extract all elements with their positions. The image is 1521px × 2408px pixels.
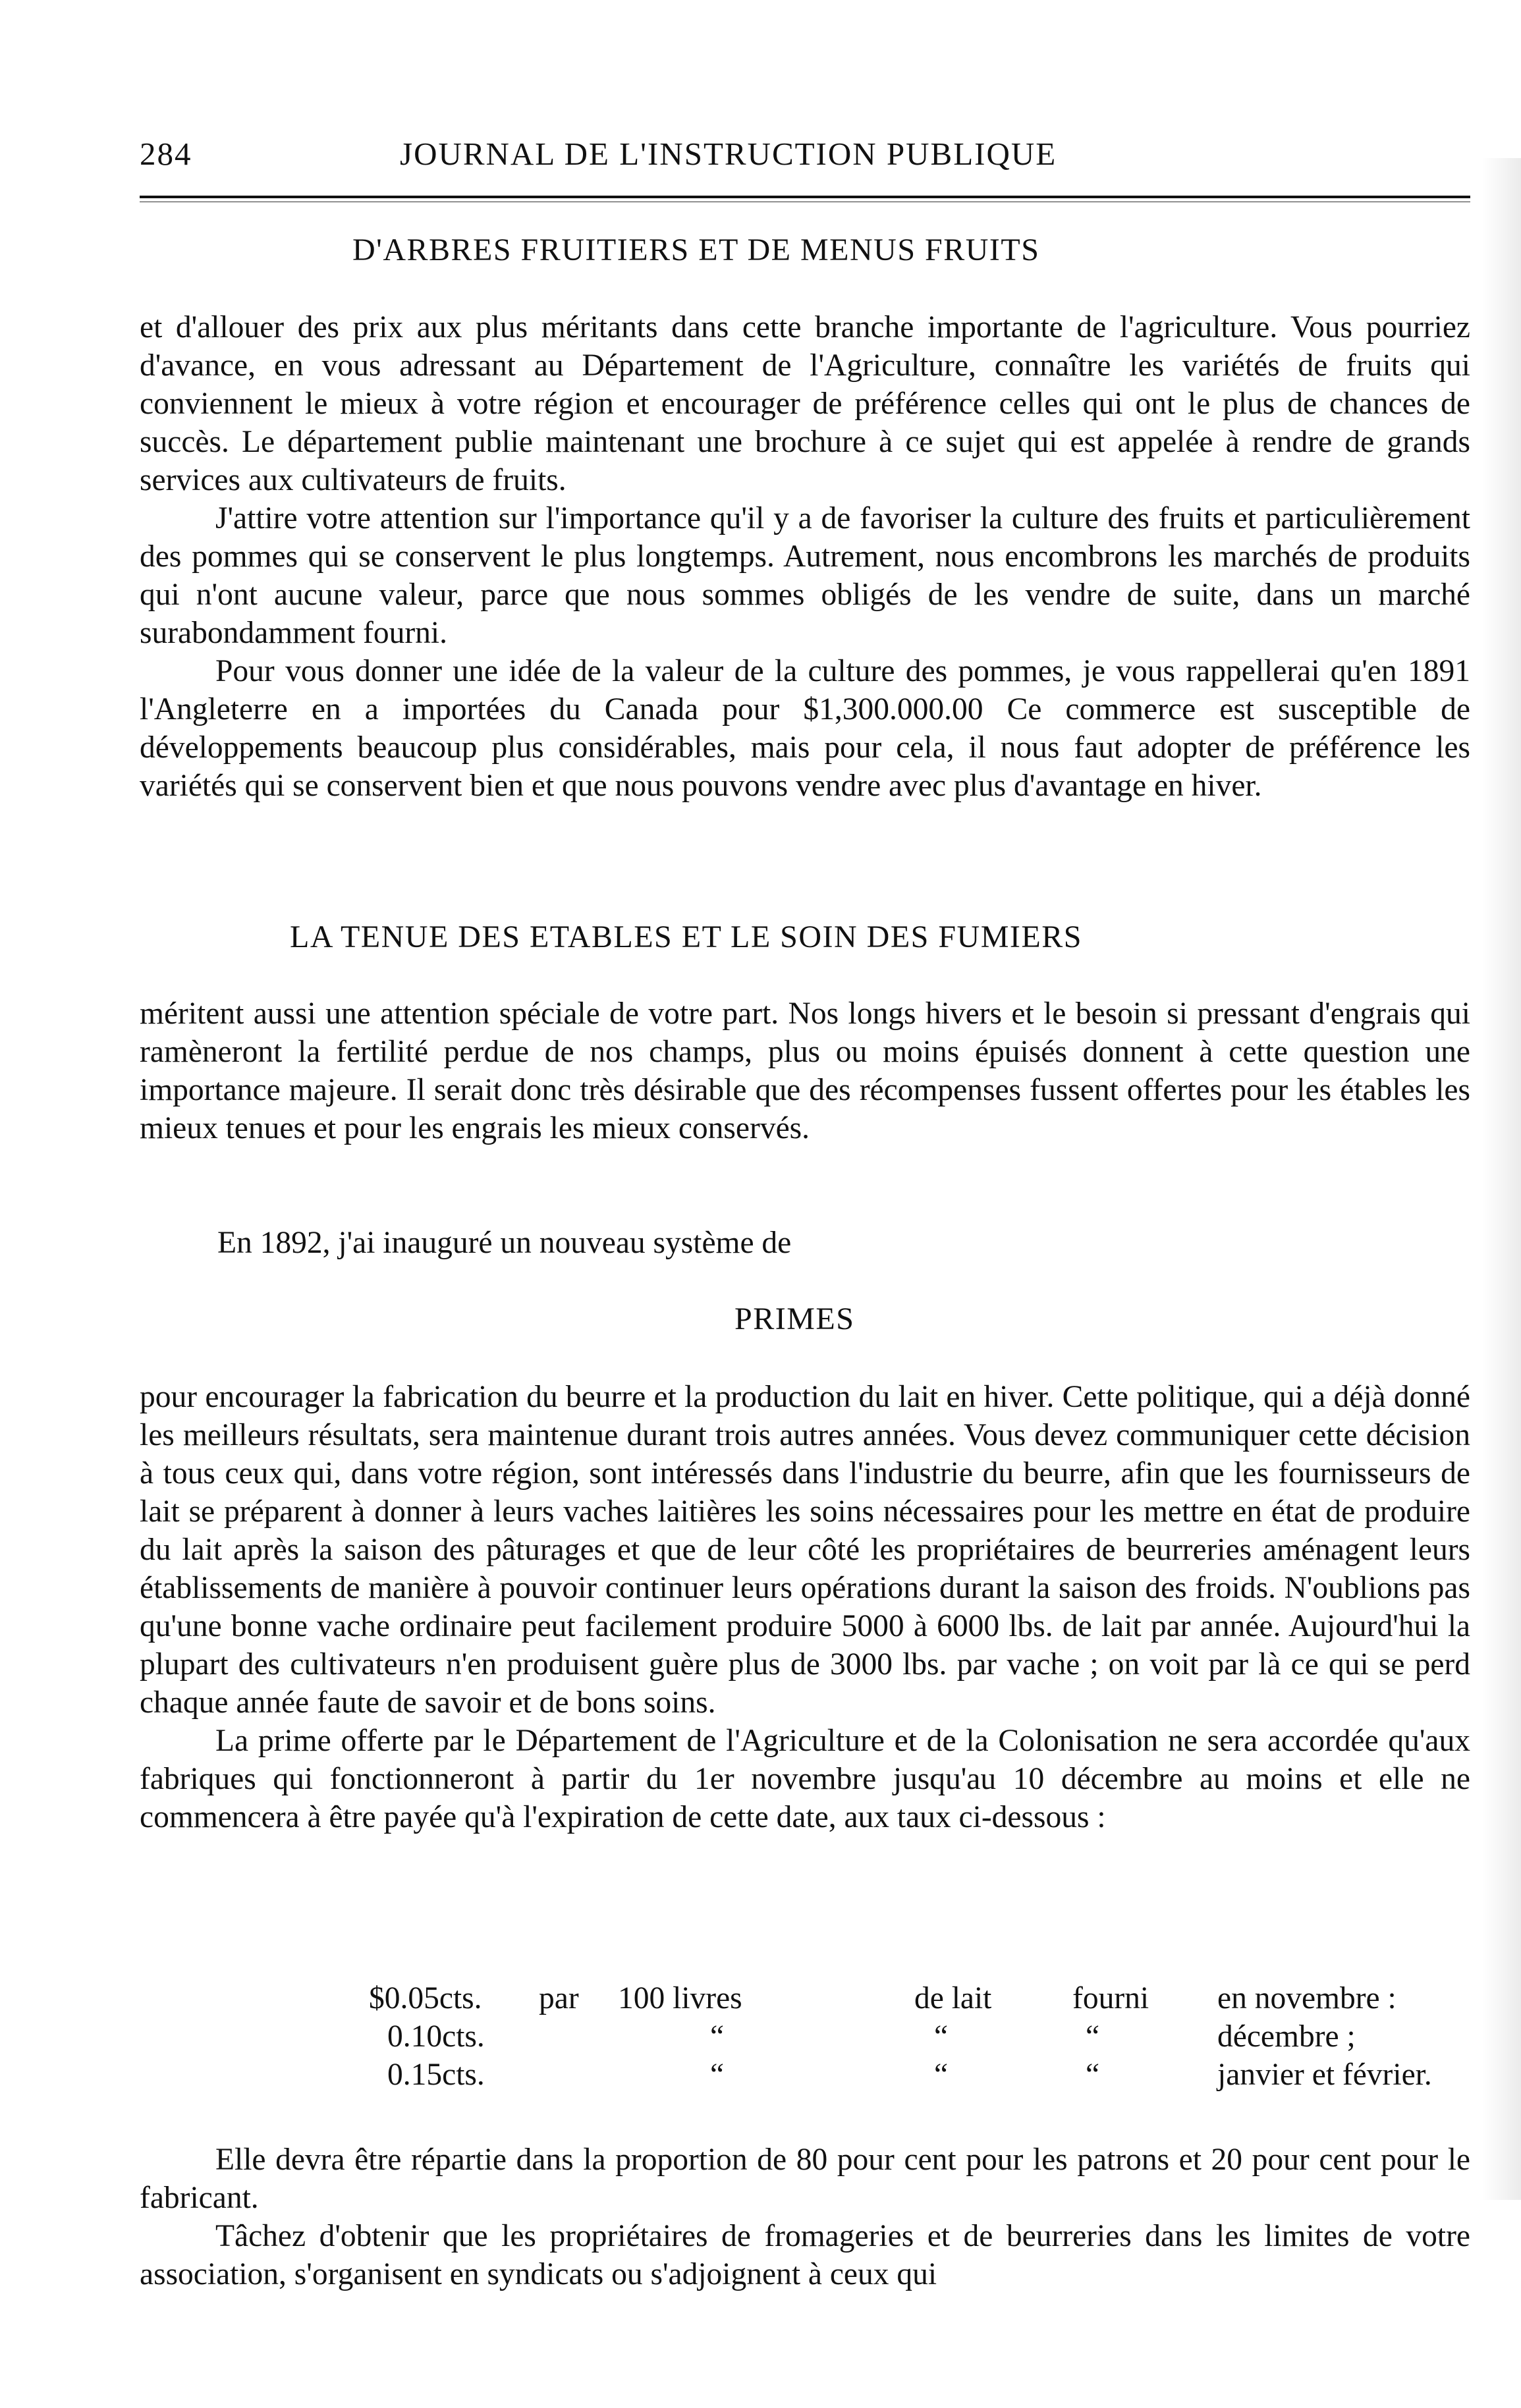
rates-table — [369, 1979, 1432, 2094]
heading-primes: PRIMES — [734, 1301, 855, 1336]
rate-row — [369, 1979, 1432, 2017]
rate-quantity-ditto: “ — [710, 2058, 725, 2092]
rate-amount: $0.05cts. — [369, 1981, 482, 2015]
heading-fruit-trees: D'ARBRES FRUITIERS ET DE MENUS FRUITS — [352, 233, 1040, 267]
paragraph-primes-2: La prime offerte par le Département de l'Agriculture et de la Colonisation ne sera accordée qu'aux fabriques qui fonctionneront à partir du 1er novembre jusqu'au 10 décembre au moins et elle ne commencera à être payée qu'à l'expiration de cette date, aux taux ci-dessous : — [140, 1724, 1470, 1834]
rate-row — [369, 2017, 1432, 2056]
paragraph-fruit-2: J'attire votre attention sur l'importance qu'il y a de favoriser la culture des fruits et particulièrement des pommes qui se conservent le plus longtemps. Autrement, nous encombrons les marchés de produits qui n'ont aucune valeur, parce que nous sommes obligés de les vendre de suite, dans un marché surabondamment fourni. — [140, 501, 1470, 650]
section-primes-body — [140, 1378, 1470, 1836]
rate-row — [369, 2056, 1432, 2094]
rate-milk: de lait — [914, 1981, 992, 2015]
rate-amount: 0.10cts. — [387, 2019, 485, 2054]
rate-per — [539, 2017, 618, 2056]
paragraph-stables-1: méritent aussi une attention spéciale de votre part. Nos longs hivers et le besoin si pressant d'engrais qui ramèneront la fertilité perdue de nos champs, plus ou moins épuisés donnent à cette question une importance majeure. Il serait donc très désirable que des récompenses fussent offertes pour les étables les mieux tenues et pour les engrais les mieux conservés. — [140, 997, 1470, 1145]
rate-milk-ditto: “ — [934, 2058, 949, 2092]
paragraph-closing-1: Elle devra être répartie dans la proportion de 80 pour cent pour les patrons et 20 pour cent pour le fabricant. — [140, 2143, 1470, 2215]
header-rule — [140, 196, 1470, 198]
rate-supplied-ditto: “ — [1086, 2019, 1100, 2054]
rate-quantity: 100 livres — [618, 1981, 742, 2015]
rate-per: par — [539, 1981, 579, 2015]
section-closing-body — [140, 2141, 1470, 2293]
section-fruit-body — [140, 308, 1470, 805]
running-title: JOURNAL DE L'INSTRUCTION PUBLIQUE — [400, 136, 1057, 172]
rate-month: en novembre : — [1217, 1981, 1397, 2015]
rate-month: janvier et février. — [1217, 2058, 1432, 2092]
rate-amount: 0.15cts. — [387, 2058, 485, 2092]
rate-supplied: fourni — [1072, 1981, 1149, 2015]
rate-quantity-ditto: “ — [710, 2019, 725, 2054]
primes-intro-line: En 1892, j'ai inauguré un nouveau système de — [217, 1226, 792, 1260]
section-stables-body — [140, 995, 1470, 1147]
heading-stables: LA TENUE DES ETABLES ET LE SOIN DES FUMIERS — [290, 919, 1082, 954]
rate-month: décembre ; — [1217, 2019, 1356, 2054]
paragraph-fruit-1: et d'allouer des prix aux plus méritants dans cette branche importante de l'agriculture. Vous pourriez d'avance, en vous adressant au Département de l'Agriculture, connaître les variétés de fruits qui conviennent le mieux à votre région et encourager de préférence celles qui ont le plus de chances de succès. Le département publie maintenant une brochure à ce sujet qui est appelée à rendre de grands services aux cultivateurs de fruits. — [140, 310, 1470, 497]
paragraph-closing-2: Tâchez d'obtenir que les propriétaires de fromageries et de beurreries dans les limites de votre association, s'organisent en syndicats ou s'adjoignent à ceux qui — [140, 2219, 1470, 2291]
scan-edge-shadow — [1481, 158, 1521, 2200]
page-number: 284 — [140, 136, 192, 172]
rate-supplied-ditto: “ — [1086, 2058, 1100, 2092]
rate-milk-ditto: “ — [934, 2019, 949, 2054]
rate-per — [539, 2056, 618, 2094]
paragraph-primes-1: pour encourager la fabrication du beurre et la production du lait en hiver. Cette politique, qui a déjà donné les meilleurs résultats, sera maintenue durant trois autres années. Vous devez communiquer cette décision à tous ceux qui, dans votre région, sont intéressés dans l'industrie du beurre, afin que les fournisseurs de lait se préparent à donner à leurs vaches laitières les soins nécessaires pour les mettre en état de produire du lait après la saison des pâturages et que de leur côté les propriétaires de beurreries aménagent leurs établissements de manière à pouvoir continuer leurs opérations durant la saison des froids. N'oublions pas qu'une bonne vache ordinaire peut facilement produire 5000 à 6000 lbs. de lait par année. Aujourd'hui la plupart des cultivateurs n'en produisent guère plus de 3000 lbs. par vache ; on voit par là ce qui se perd chaque année faute de savoir et de bons soins. — [140, 1380, 1470, 1720]
paragraph-fruit-3: Pour vous donner une idée de la valeur de la culture des pommes, je vous rappellerai qu'en 1891 l'Angleterre en a importées du Canada pour $1,300.000.00 Ce commerce est susceptible de développements beaucoup plus considérables, mais pour cela, il nous faut adopter de préférence les variétés qui se conservent bien et que nous pouvons vendre avec plus d'avantage en hiver. — [140, 654, 1470, 803]
